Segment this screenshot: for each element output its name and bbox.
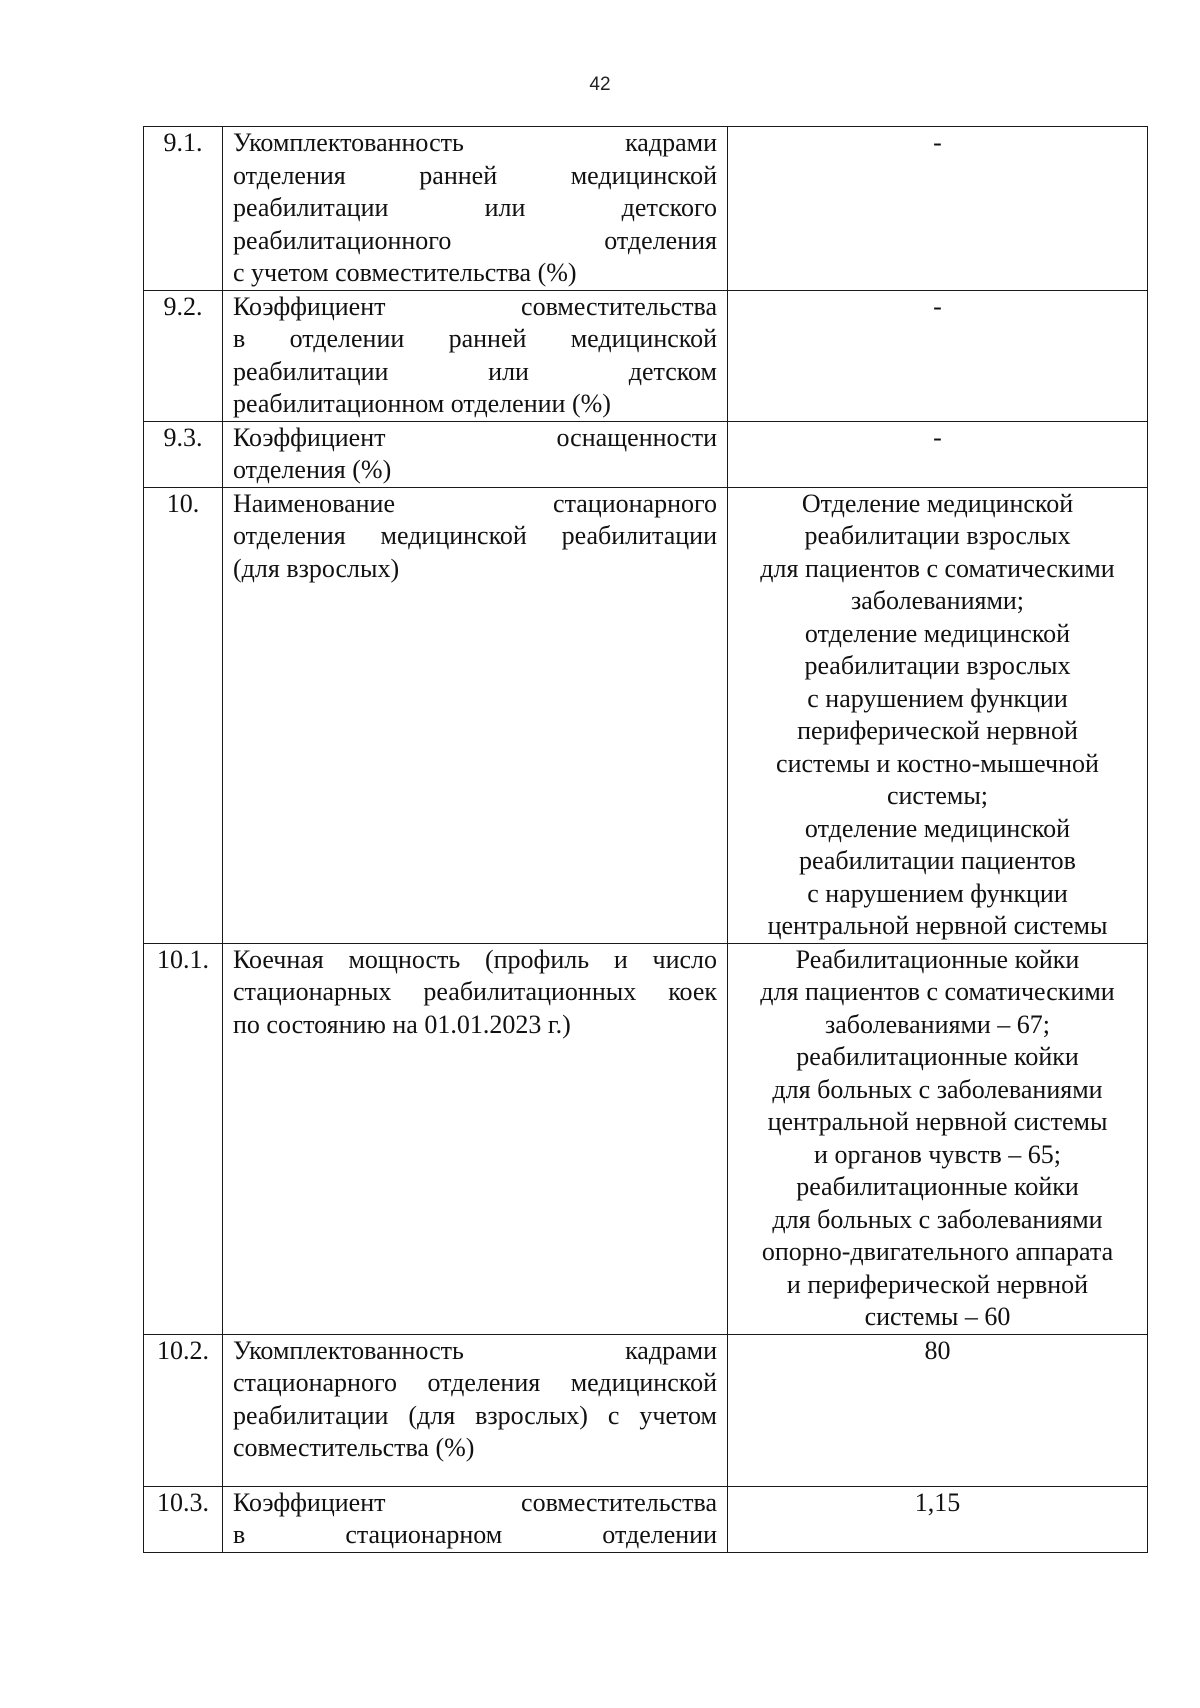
row-number: 9.3. [144, 421, 223, 487]
indicator-name-line: отделения медицинской реабилитации [233, 521, 717, 550]
indicator-value-line: заболеваниями; [850, 586, 1025, 615]
indicator-value-line: системы и костно-мышечной [776, 748, 1099, 778]
table-row [144, 487, 1148, 943]
row-number: 10.2. [144, 1334, 223, 1486]
indicator-name-line: Коечная мощность (профиль и число [233, 944, 717, 974]
indicator-name-line: реабилитационного отделения [233, 225, 717, 255]
indicator-name [223, 290, 728, 421]
indicator-value-line: отделение медицинской [804, 618, 1071, 648]
table-row [144, 290, 1148, 421]
indicator-name [223, 1334, 728, 1486]
indicators-table [143, 126, 1148, 1553]
indicator-name-line: Коэффициент совместительства [233, 1487, 717, 1517]
indicator-value [728, 487, 1148, 943]
table-row [144, 127, 1148, 291]
indicator-name [223, 1486, 728, 1552]
indicator-value-line: и органов чувств – 65; [814, 1139, 1061, 1169]
row-number: 9.1. [144, 127, 223, 291]
indicator-name-line: (для взрослых) [233, 553, 400, 583]
indicator-value [728, 127, 1148, 291]
indicator-value-line: центральной нервной системы [767, 911, 1108, 940]
indicator-value [728, 290, 1148, 421]
indicator-value-line: 1,15 [914, 1487, 961, 1517]
row-number: 10.3. [144, 1486, 223, 1552]
indicator-name-line: по состоянию на 01.01.2023 г.) [233, 1009, 571, 1039]
indicator-name [223, 943, 728, 1334]
indicator-name-line: реабилитационном отделении (%) [233, 389, 611, 418]
indicator-value-line: - [933, 422, 942, 452]
indicator-value-line: 80 [924, 1335, 951, 1365]
indicator-value-line: для пациентов с соматическими [760, 553, 1115, 583]
page-number: 42 [589, 74, 611, 95]
indicator-value-line: реабилитационные койки [796, 1042, 1079, 1071]
indicator-name [223, 487, 728, 943]
indicator-name-line: стационарных реабилитационных коек [233, 977, 717, 1006]
indicator-value-line: реабилитации взрослых [804, 651, 1071, 680]
indicator-name-line: в стационарном отделении [233, 1520, 717, 1549]
row-number: 9.2. [144, 290, 223, 421]
indicator-value [728, 1486, 1148, 1552]
indicator-value-line: - [933, 128, 942, 157]
indicator-value-line: и периферической нервной [786, 1269, 1089, 1299]
indicator-value-line: Отделение медицинской [801, 488, 1074, 518]
indicator-name-line: Укомплектованность кадрами [233, 1335, 717, 1365]
indicator-name-line: реабилитации или детском [233, 356, 717, 386]
indicator-value-line: для пациентов с соматическими [760, 977, 1115, 1006]
indicator-value-line: для больных с заболеваниями [772, 1074, 1103, 1104]
indicator-value-line: системы; [886, 781, 989, 810]
indicator-name-line: отделения ранней медицинской [233, 160, 717, 190]
indicator-value [728, 421, 1148, 487]
table-row [144, 421, 1148, 487]
indicator-value-line: реабилитационные койки [796, 1172, 1079, 1201]
indicator-value-line: системы – 60 [864, 1302, 1011, 1331]
indicator-name-line: Наименование стационарного [233, 488, 717, 518]
table-row [144, 1334, 1148, 1486]
indicator-name-line: отделения (%) [233, 455, 392, 484]
indicator-value-line: опорно-двигательного аппарата [761, 1237, 1114, 1266]
indicator-name-line: Укомплектованность кадрами [233, 128, 717, 157]
indicator-name [223, 127, 728, 291]
indicator-value-line: реабилитации взрослых [804, 521, 1071, 550]
row-number: 10. [144, 487, 223, 943]
indicator-value-line: заболеваниями – 67; [824, 1009, 1051, 1039]
indicator-value-line: Реабилитационные койки [795, 944, 1080, 974]
table-row [144, 1486, 1148, 1552]
table-row [144, 943, 1148, 1334]
indicator-value-line: отделение медицинской [804, 813, 1071, 843]
indicator-value-line: периферической нервной [797, 716, 1078, 745]
indicator-name-line: реабилитации (для взрослых) с учетом [233, 1400, 717, 1430]
indicator-name-line: Коэффициент оснащенности [233, 422, 717, 452]
indicator-name-line: в отделении ранней медицинской [233, 324, 717, 353]
indicator-value-line: для больных с заболеваниями [772, 1204, 1103, 1234]
row-number: 10.1. [144, 943, 223, 1334]
indicator-value-line: реабилитации пациентов [799, 846, 1076, 875]
indicator-name-line: Коэффициент совместительства [233, 291, 717, 321]
indicator-name [223, 421, 728, 487]
indicator-value [728, 1334, 1148, 1486]
indicator-name-line: совместительства (%) [233, 1433, 475, 1462]
table-body [144, 127, 1148, 1553]
indicator-name-line: стационарного отделения медицинской [233, 1368, 717, 1397]
indicator-name-line: реабилитации или детского [233, 193, 717, 222]
indicator-name-line: с учетом совместительства (%) [233, 258, 577, 287]
indicator-value-line: с нарушением функции [807, 878, 1068, 908]
indicator-value-line: - [933, 291, 942, 321]
indicator-value-line: с нарушением функции [807, 683, 1068, 713]
indicator-value [728, 943, 1148, 1334]
indicator-value-line: центральной нервной системы [767, 1107, 1108, 1136]
